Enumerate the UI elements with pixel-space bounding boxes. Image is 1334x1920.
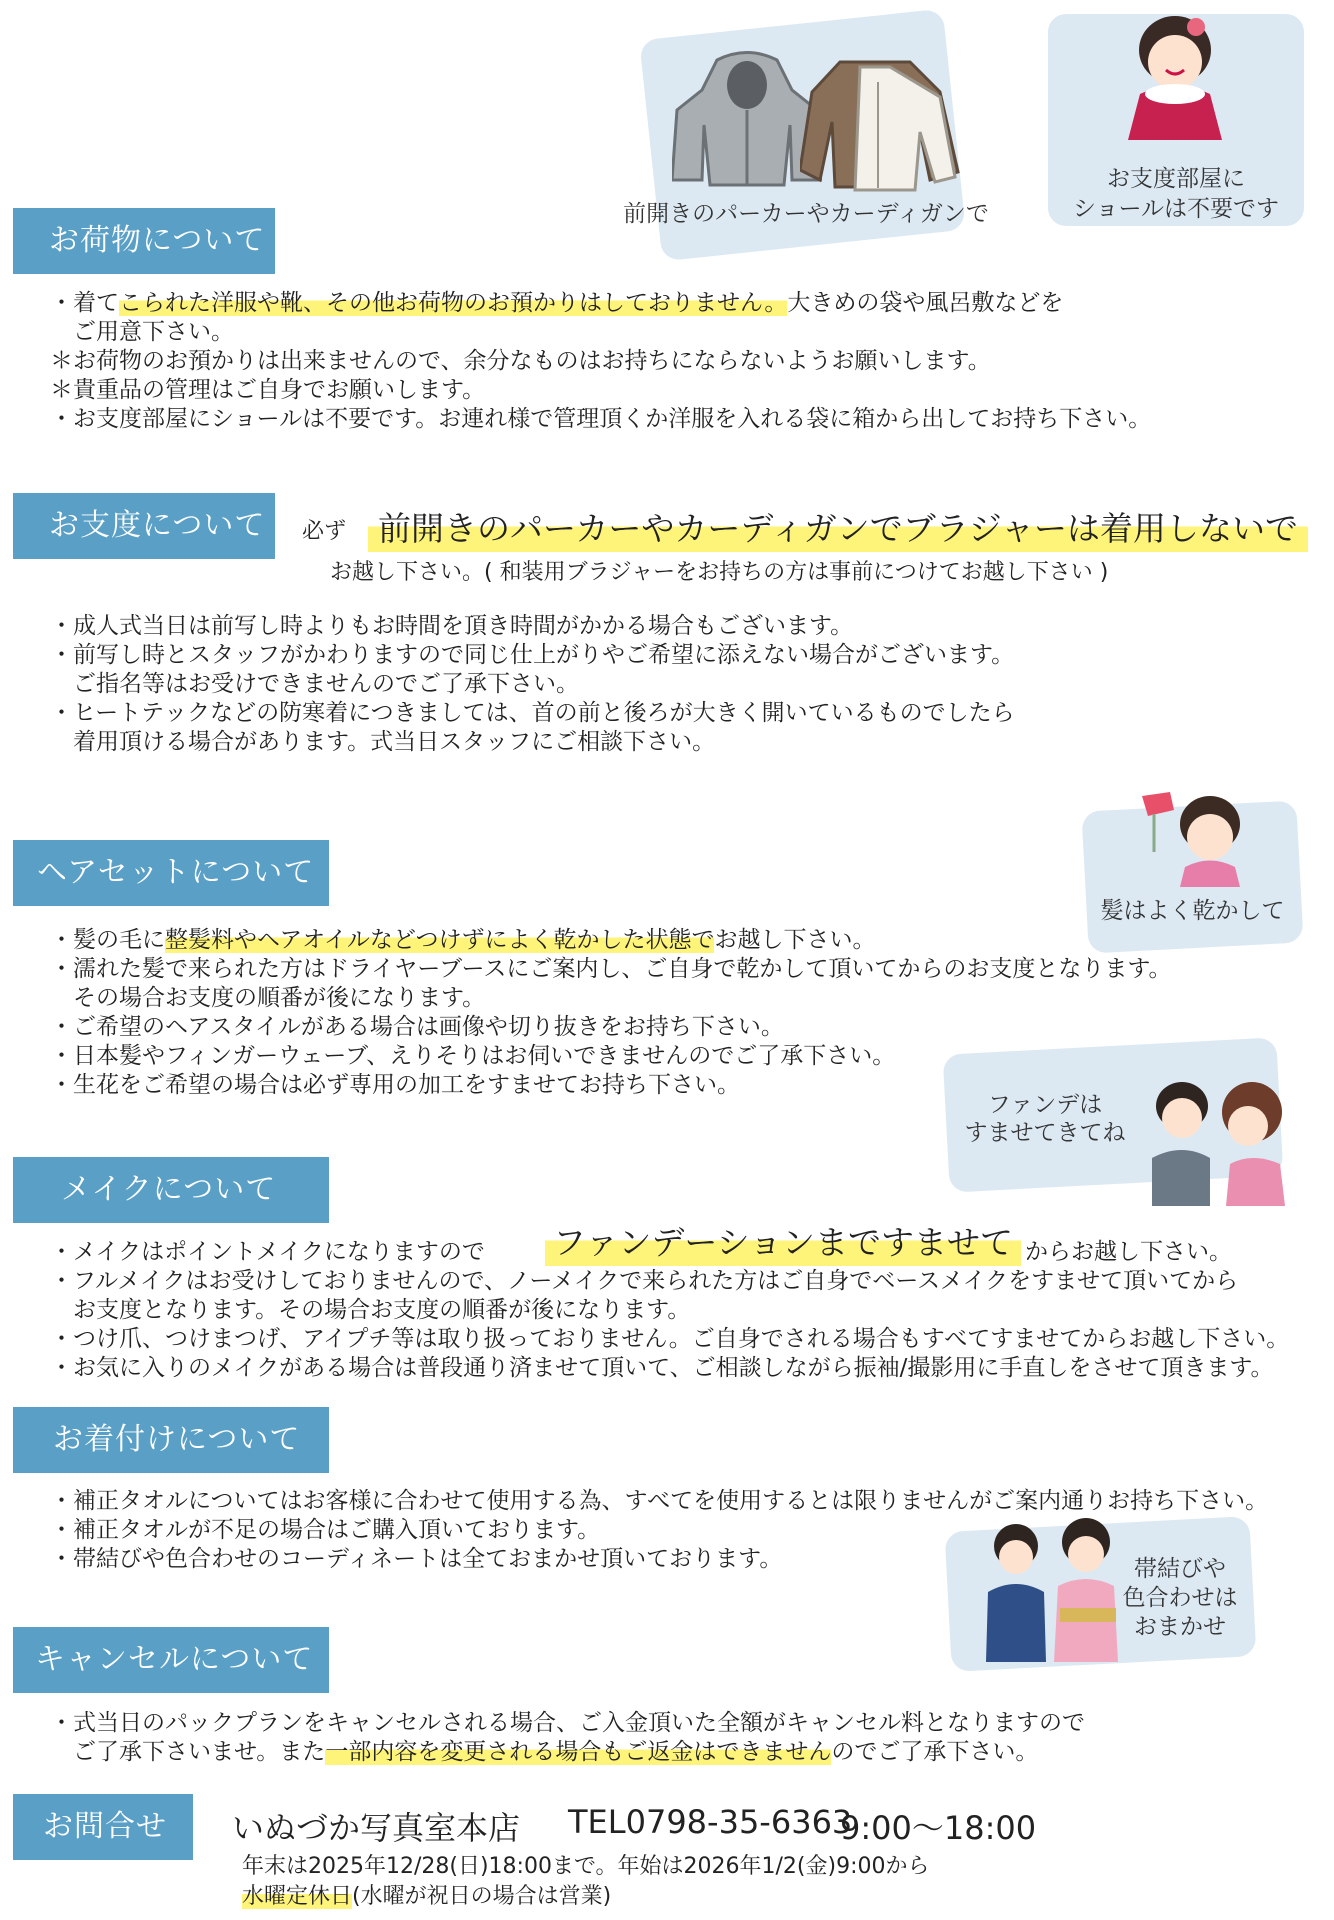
dressing-item-2: ・補正タオルが不足の場合はご購入頂いております。 — [50, 1517, 601, 1543]
closed-day-note: 水曜定休日(水曜が祝日の場合は営業) — [242, 1884, 612, 1909]
section-heading-prep: お支度について — [13, 493, 275, 559]
section-heading-luggage: お荷物について — [13, 208, 275, 274]
shop-name: いぬづか写真室本店 — [232, 1809, 521, 1847]
prep-highlight-banner: 前開きのパーカーやカーディガンでブラジャーは着用しないで — [368, 506, 1308, 552]
section-heading-makeup: メイクについて — [13, 1157, 329, 1223]
dressing-item-1: ・補正タオルについてはお客様に合わせて使用する為、すべてを使用するとは限りませんがご案内通りお持ち下さい。 — [50, 1488, 1269, 1514]
shop-phone[interactable]: TEL0798-35-6363 — [568, 1803, 853, 1841]
prep-item-3-cont: 着用頂ける場合があります。式当日スタッフにご相談下さい。 — [50, 729, 716, 755]
shawl-caption-line2: ショールは不要です — [1072, 196, 1280, 222]
luggage-item-2: ＊お荷物のお預かりは出来ませんので、余分なものはお持ちにならないようお願いします。 — [50, 348, 991, 374]
hair-item-2: ・濡れた髪で来られた方はドライヤーブースにご案内し、ご自身で乾かして頂いてからのお支度となります。 — [50, 956, 1172, 982]
hair-caption: 髪はよく乾かして — [1100, 898, 1285, 924]
makeup-item-4: ・お気に入りのメイクがある場合は普段通り済ませて頂いて、ご相談しながら振袖/撮影用に手直しをさせて頂きます。 — [50, 1355, 1274, 1381]
dressing-item-3: ・帯結びや色合わせのコーディネートは全ておまかせ頂いております。 — [50, 1546, 783, 1572]
prep-subtext: お越し下さい。( 和装用ブラジャーをお持ちの方は事前につけてお越し下さい ) — [330, 560, 1109, 585]
foundation-caption-line1: ファンデは — [987, 1092, 1103, 1118]
section-heading-cancel: キャンセルについて — [13, 1627, 329, 1693]
hair-item-4: ・日本髪やフィンガーウェーブ、えりそりはお伺いできませんのでご了承下さい。 — [50, 1043, 896, 1069]
jacket-caption: 前開きのパーカーやカーディガンで — [623, 201, 989, 227]
obi-caption-line3: おまかせ — [1134, 1614, 1226, 1640]
obi-caption-line2: 色合わせは — [1122, 1585, 1238, 1611]
hair-item-5: ・生花をご希望の場合は必ず専用の加工をすませてお持ち下さい。 — [50, 1072, 740, 1098]
hair-dryer-girl-icon — [1140, 782, 1260, 887]
kimono-dresser-icon — [976, 1512, 1126, 1662]
cancel-item-1: ・式当日のパックプランをキャンセルされる場合、ご入金頂いた全額がキャンセル料となりますので — [50, 1710, 1085, 1736]
makeup-item-3: ・つけ爪、つけまつげ、アイプチ等は取り扱っておりません。ご自身でされる場合もすべてすませてからお越し下さい。 — [50, 1326, 1290, 1352]
luggage-item-1-cont: ご用意下さい。 — [50, 319, 234, 345]
cardigan-icon — [800, 52, 960, 192]
section-heading-hair: ヘアセットについて — [13, 840, 329, 906]
hair-item-1: ・髪の毛に整髪料やヘアオイルなどつけずによく乾かした状態でお越し下さい。 — [50, 927, 876, 953]
prep-item-3: ・ヒートテックなどの防寒着につきましては、首の前と後ろが大きく開いているものでしたら — [50, 700, 1015, 726]
foundation-caption-line2: すませてきてね — [964, 1120, 1126, 1146]
makeup-item-2-cont: お支度となります。その場合お支度の順番が後になります。 — [50, 1297, 691, 1323]
closed-day-highlight: 水曜定休日 — [242, 1884, 353, 1909]
luggage-item-4: ・お支度部屋にショールは不要です。お連れ様で管理頂くか洋服を入れる袋に箱から出してお持ち下さい。 — [50, 406, 1152, 432]
shawl-caption-line1: お支度部屋に — [1107, 166, 1245, 192]
prep-item-2: ・前写し時とスタッフがかわりますので同じ仕上がりやご希望に添えない場合がございます。 — [50, 642, 1015, 668]
prep-must-label: 必ず — [302, 519, 347, 544]
makeup-highlight-banner: ファンデーションまですませて — [545, 1220, 1021, 1266]
holiday-note: 年末は2025年12/28(日)18:00まで。年始は2026年1/2(金)9:00から — [242, 1854, 930, 1879]
prep-item-2-cont: ご指名等はお受けできませんのでご了承下さい。 — [50, 671, 579, 697]
makeup-item-1-pre: ・メイクはポイントメイクになりますので — [50, 1239, 485, 1265]
luggage-item-3: ＊貴重品の管理はご自身でお願いします。 — [50, 377, 486, 403]
luggage-item-1: ・着てこられた洋服や靴、その他お荷物のお預かりはしておりません。大きめの袋や風呂敷などを — [50, 290, 1064, 316]
shop-hours: 9:00〜18:00 — [840, 1809, 1037, 1847]
furisode-girl-icon — [1110, 12, 1240, 140]
section-heading-dressing: お着付けについて — [13, 1407, 329, 1473]
hair-item-2-cont: その場合お支度の順番が後になります。 — [50, 985, 486, 1011]
makeup-artist-icon — [1140, 1068, 1290, 1206]
cancel-item-1-cont: ご了承下さいませ。また一部内容を変更される場合もご返金はできませんのでご了承下さい。 — [50, 1739, 1039, 1765]
makeup-item-2: ・フルメイクはお受けしておりませんので、ノーメイクで来られた方はご自身でベースメイクをすませて頂いてから — [50, 1268, 1239, 1294]
hair-item-3: ・ご希望のヘアスタイルがある場合は画像や切り抜きをお持ち下さい。 — [50, 1014, 784, 1040]
makeup-item-1-post: からお越し下さい。 — [1025, 1239, 1232, 1265]
obi-caption-line1: 帯結びや — [1134, 1556, 1226, 1582]
prep-item-1: ・成人式当日は前写し時よりもお時間を頂き時間がかかる場合もございます。 — [50, 613, 854, 639]
section-heading-contact: お問合せ — [13, 1794, 193, 1860]
